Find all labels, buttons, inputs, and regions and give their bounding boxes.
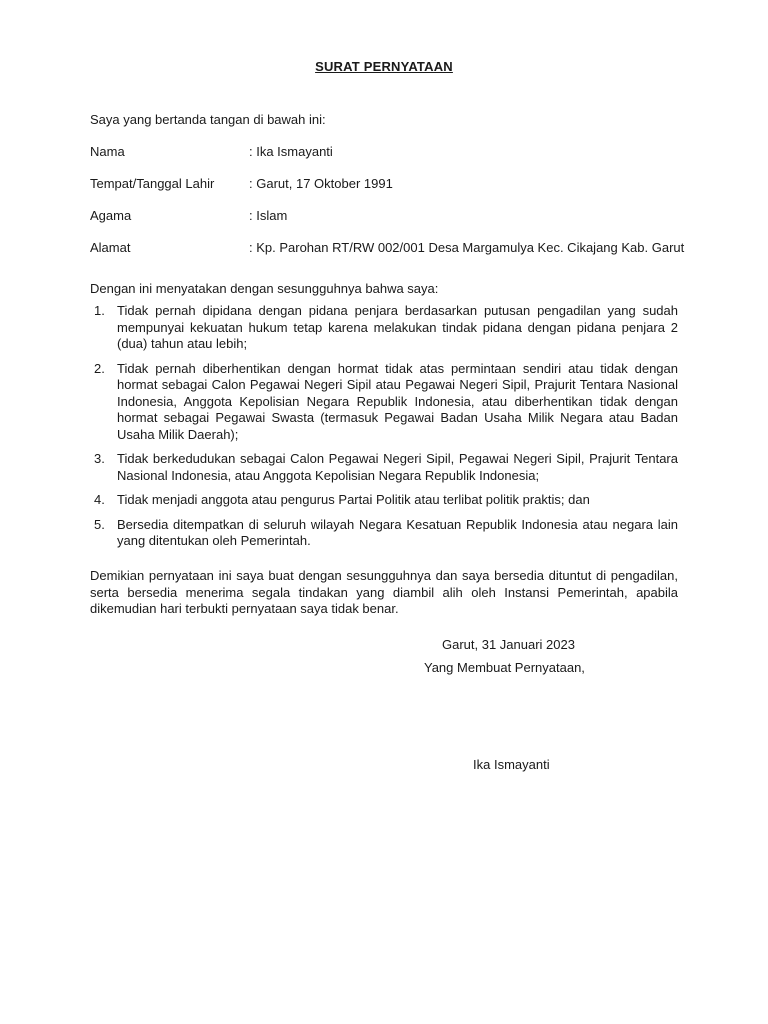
intro-text: Saya yang bertanda tangan di bawah ini: bbox=[90, 112, 326, 127]
list-number: 4. bbox=[94, 492, 105, 507]
identity-value: : Ika Ismayanti bbox=[249, 144, 333, 159]
list-number: 1. bbox=[94, 303, 105, 318]
identity-row-birth bbox=[90, 176, 730, 194]
identity-value: : Islam bbox=[249, 208, 288, 223]
identity-label: Agama bbox=[90, 208, 132, 223]
identity-row-address bbox=[90, 240, 730, 258]
closing-paragraph: Demikian pernyataan ini saya buat dengan sesungguhnya dan saya bersedia dituntut di pengadilan, serta bersedia menerima segala tindakan yang diambil alih oleh Instansi Pemerintah, apabila dikemudian hari terbukti pernyataan saya tidak benar. bbox=[90, 568, 678, 616]
identity-row-name bbox=[90, 144, 730, 162]
list-number: 3. bbox=[94, 451, 105, 466]
list-text: Tidak pernah diberhentikan dengan hormat tidak atas permintaan sendiri atau tidak dengan hormat sebagai Calon Pegawai Negeri Sipil atau Pegawai Negeri Sipil, Prajurit Tentara Nasional Indonesia, Anggota Kepolisian Negara Republik Indonesia, atau diberhentikan tidak dengan hormat sebagai Pegawai Swasta (termasuk Pegawai Badan Usaha Milik Negara atau Badan Usaha Milik Daerah); bbox=[117, 360, 678, 442]
identity-label: Tempat/Tanggal Lahir bbox=[90, 176, 215, 191]
list-number: 5. bbox=[94, 516, 105, 532]
document-title: SURAT PERNYATAAN bbox=[315, 59, 453, 74]
identity-value: : Kp. Parohan RT/RW 002/001 Desa Margamulya Kec. Cikajang Kab. Garut bbox=[249, 240, 685, 255]
list-item bbox=[90, 361, 678, 444]
signer-name: Ika Ismayanti bbox=[473, 757, 550, 772]
list-item bbox=[90, 517, 678, 550]
list-text: Bersedia ditempatkan di seluruh wilayah Negara Kesatuan Republik Indonesia atau negara lain yang ditentukan oleh Pemerintah. bbox=[117, 516, 678, 548]
identity-label: Nama bbox=[90, 144, 125, 159]
list-text: Tidak berkedudukan sebagai Calon Pegawai Negeri Sipil, Pegawai Negeri Sipil, Prajurit Tentara Nasional Indonesia, atau Anggota Kepolisian Negara Republik Indonesia; bbox=[117, 451, 678, 483]
list-text: Tidak menjadi anggota atau pengurus Partai Politik atau terlibat politik praktis; dan bbox=[117, 492, 590, 507]
identity-row-religion bbox=[90, 208, 730, 226]
identity-value: : Garut, 17 Oktober 1991 bbox=[249, 176, 393, 191]
list-item bbox=[90, 492, 678, 509]
list-text: Tidak pernah dipidana dengan pidana penjara berdasarkan putusan pengadilan yang sudah mempunyai kekuatan hukum tetap karena melakukan tindak pidana dengan pidana penjara 2 (dua) tahun atau lebih; bbox=[117, 303, 678, 351]
list-item bbox=[90, 451, 678, 484]
statement-intro: Dengan ini menyatakan dengan sesungguhnya bahwa saya: bbox=[90, 281, 439, 296]
list-number: 2. bbox=[94, 360, 105, 376]
statement-list bbox=[90, 303, 678, 558]
list-item bbox=[90, 303, 678, 353]
maker-label: Yang Membuat Pernyataan, bbox=[424, 660, 585, 675]
place-date: Garut, 31 Januari 2023 bbox=[442, 637, 575, 652]
identity-label: Alamat bbox=[90, 240, 131, 255]
